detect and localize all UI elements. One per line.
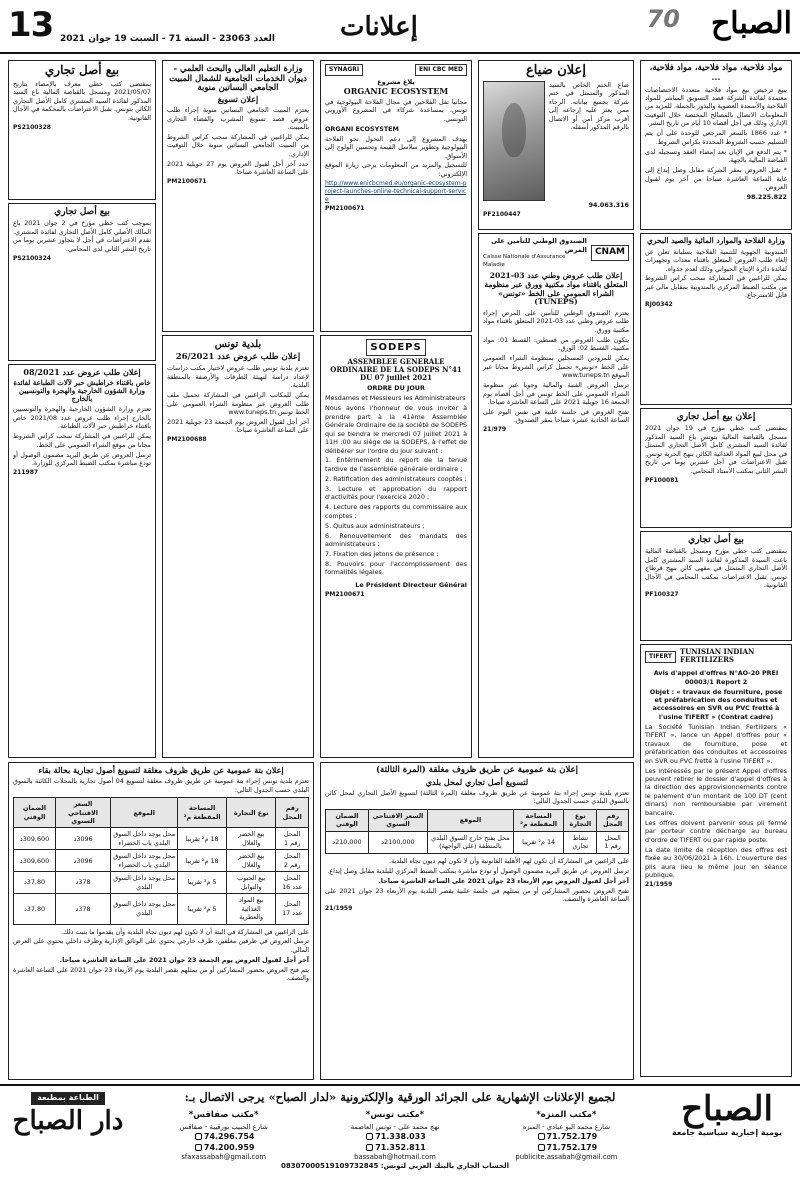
- table-cell: 37,80د: [14, 872, 56, 894]
- fax-number: 74.200.959: [203, 1142, 255, 1152]
- ad-paragraph: Les intéressés par le présent Appel d'offres peuvent retirer le dossier d'appel d'offres à la direction des approvisionnements contre le paiement d'un montant de 100 DT (cent dinars) non remboursable par virement bancaire.: [645, 766, 787, 817]
- ad-paragraph: مجانيا تقل الفلاحين في مجال الفلاحة البيولوجية في تونس، بمساعدة شركاء في المشروع الأوروبي التونسي.: [325, 97, 467, 123]
- ad-label: بلاغ مشروع: [377, 77, 415, 86]
- table-row: [14, 894, 309, 924]
- column-header: الضمان الوقتي: [326, 809, 369, 831]
- logo-name: الصباح: [681, 1089, 773, 1129]
- ad-subtitle: إعلان طلب عروض عدد 26/2021: [175, 351, 301, 362]
- ad-paragraph: ترسل العروض عن طريق البريد مضمون الوصول أو تودع مباشرة بمكتب الضبط المركزي للوزارة.: [13, 450, 151, 468]
- phone-number: 71.338.033: [375, 1132, 426, 1142]
- ad-paragraph: آخر أجل لقبول العروض يوم الجمعة 23 جويلية 2021 على الساعة العاشرة صباحا.: [167, 417, 309, 435]
- office-title: *مكتب المنزه*: [536, 1110, 597, 1120]
- table-cell: بيع الحبوب والتوابل: [226, 872, 275, 894]
- agenda-title: ORDRE DU JOUR: [367, 384, 425, 393]
- ad-phone: 94.063.316: [588, 200, 629, 209]
- offices-row: [140, 1110, 650, 1160]
- agenda-item: 2. Ratification des administrateurs cooptés ;: [325, 474, 467, 483]
- assabah-logo: [662, 1089, 792, 1174]
- column-header: المساحة المقطعة م²: [513, 809, 564, 831]
- ad-ref: 21/1959: [645, 880, 673, 888]
- bank-account: الحساب الجاري بالبنك العربي لتونس: 08307000519109732845: [281, 1162, 509, 1170]
- ad-paragraph: * عدد 1866 بالسعر المرجعي للوحدة على أن يتم التسليم حسب الشروط المحددة بكراس الشروط.: [645, 129, 787, 146]
- agenda-item: 7. Fixation des jetons de présence ;: [325, 549, 439, 558]
- table-cell: 37,80د: [14, 894, 56, 924]
- office-phone: [140, 1132, 307, 1143]
- office-address: نهج محمد علي - تونس العاصمة: [350, 1123, 440, 1132]
- ad-paragraph: يمكن للمكاتب الراغبين في المشاركة تحميل ملف طلب العروض عبر منظومة الشراء العمومي على الخط تونس www.tuneps.tn: [167, 391, 309, 417]
- table-cell: المحل رقم 1: [597, 831, 629, 853]
- ad-paragraph: يتكون طلب العروض من قسطين: القسط 01: مواد مكتبية، القسط 02: الورق.: [483, 335, 630, 353]
- office-tunis: [311, 1110, 478, 1160]
- masthead-name: الصباح: [710, 6, 792, 41]
- ad-ref: PS2100324: [13, 254, 51, 262]
- column-header: رقم المحل: [276, 798, 309, 828]
- table-cell: محل يوجد داخل السوق البلدي باب الخضراء: [111, 850, 178, 872]
- office-title: *مكتب صفاقس*: [188, 1110, 259, 1120]
- ad-ref: RJ00342: [645, 301, 673, 309]
- ad-title: بيع أصل تجاري: [688, 535, 744, 545]
- ad-paragraph: Les offres doivent parvenir sous pli fermé par porteur contre décharge au bureau d'ordre de TIFERT ou par rapide poste.: [645, 818, 787, 844]
- public-auction-ad-right: [320, 762, 634, 1080]
- footer-heading: لجميع الإعلانات الإشهارية على الجرائد الورقية والإلكترونية «لدار الصباح» يرجى الاتصال بـ:: [184, 1090, 616, 1104]
- ad-ref: 21/1959: [325, 904, 353, 912]
- foreign-affairs-tender-ad: [8, 364, 156, 758]
- table-cell: 5 م² تقريبا: [178, 872, 227, 894]
- ad-paragraph: آخر أجل لقبول العروض يوم الأربعاء 23 جوان 2021 على الساعة العاشرة صباحا.: [378, 876, 629, 885]
- ad-subtitle: لتسويغ أصل تجاري لمحل بلدي: [425, 776, 529, 787]
- ad-title: وزارة التعليم العالي والبحث العلمي - ديوان الخدمات الجامعية للشمال المبيت الجامعي البساتين منوبة: [169, 63, 307, 93]
- table-cell: 3096د: [56, 850, 111, 872]
- office-phone: [483, 1132, 650, 1143]
- ad-title: بلدية تونس: [214, 339, 262, 350]
- office-sfax: [140, 1110, 307, 1160]
- tifert-tender-ad: [640, 644, 792, 1077]
- agenda-item: 6. Renouvellement des mandats des administrateurs ;: [325, 531, 467, 549]
- auction-table: [325, 809, 629, 854]
- project-name: ORGANIC ECOSYSTEM: [343, 85, 449, 96]
- ad-paragraph: آخر أجل لقبول العروض يوم الجمعة 23 جوان 2021 على الساعة العاشرة صباحا.: [59, 955, 309, 964]
- ad-phone: 98.225.822: [746, 192, 787, 201]
- agenda-item: 5. Quitus aux administrateurs ;: [325, 521, 425, 530]
- university-housing-ad: [162, 60, 314, 332]
- page-footer: [0, 1084, 800, 1178]
- ad-paragraph: ترسل العروض الفنية والمالية وجوبا عبر منظومة الشراء العمومي على الخط تونس في أجل أقصاه يوم الجمعة 16 جويلية 2021 على الساعة العاشرة صباحا.: [483, 381, 629, 407]
- business-sale-ad-3: [8, 60, 156, 200]
- office-title: *مكتب تونس*: [365, 1110, 425, 1120]
- org-name-fr: Caisse Nationale d'Assurance Maladie: [483, 254, 566, 268]
- ad-title: إعلان بتة عمومية عن طريق ظروف مغلقة (المرة الثالثة): [376, 765, 578, 775]
- office-fax: [140, 1143, 307, 1154]
- ad-intro: تعتزم بلدية تونس إجراء بتة عمومية عن طريق ظروف مغلقة لتسويغ 04 أصول تجارية بالمحلات الكائنة بالسوق البلدي حسب الجدول التالي:: [13, 777, 309, 794]
- notice-title: Avis d'appel d'offres N°AO-20 PREI 00003/1 Report 2: [653, 669, 779, 686]
- fax-icon: [195, 1144, 202, 1151]
- table-cell: 210,000د: [326, 831, 369, 853]
- office-address: شارع الحبيب بورقيبة - صفاقس: [179, 1123, 268, 1132]
- business-sale-ad-4: [8, 203, 156, 361]
- table-cell: بيع الخضر والغلال: [226, 828, 275, 850]
- ad-paragraph: بمقتضى كتب خطي مؤرخ ومسجل بالقباضة المالية باعت السيدة المذكورة لفائدة السيد المشتري كامل الأصل التجاري المتمثل في مقهى كائن بنهج قرطاج تونس. تقبل الاعتراضات بمكتب المحامي في الآجال القانونية.: [645, 547, 787, 590]
- table-cell: 309,600د: [14, 850, 56, 872]
- fax-icon: [538, 1144, 545, 1151]
- masthead-years: 70: [646, 5, 680, 33]
- fax-icon: [366, 1144, 373, 1151]
- agri-materials-ad: [640, 60, 792, 230]
- agri-ministry-ad: [640, 233, 792, 405]
- ad-title: إعلان ضياع: [526, 63, 586, 78]
- ad-paragraph: يمكن للراغبين في المشاركة سحب كراس الشروط مجانا من موقع الشراء العمومي على الخط.: [13, 432, 151, 449]
- table-header-row: [14, 798, 309, 828]
- table-cell: 18 م² تقريبا: [178, 828, 227, 850]
- table-cell: 5 م² تقريبا: [178, 894, 227, 924]
- logo-tagline: يومية إخبارية سياسية جامعة: [672, 1128, 782, 1137]
- phone-icon: [195, 1133, 202, 1140]
- business-sale-ad: [640, 408, 792, 528]
- column-header: الضمان الوقتي: [14, 798, 56, 828]
- ad-paragraph: يعتزم الصندوق الوطني للتأمين على المرض إجراء طلب عروض وطني عدد 03-2021 المتعلق باقتناء مواد مكتبية وورق.: [483, 309, 629, 334]
- ad-paragraph: يعتزم المبيت الجامعي البساتين منوبة إجراء طلب عروض قصد تسويغ المشرب والفضاء التجاري بالمبيت.: [167, 106, 309, 132]
- ad-title: ASSEMBLEE GENERALE ORDINAIRE DE LA SODEPS N°41 DU 07 juillet 2021: [330, 357, 462, 383]
- tifert-logo: TIFERT: [645, 651, 676, 663]
- phone-number: 71.752.179: [546, 1132, 598, 1142]
- project-link[interactable]: http://www.enicbcmed.eu/organic-ecosystem-project-launches-online-technical-support-service: [325, 179, 467, 203]
- ad-ref: PM2100671: [325, 205, 365, 213]
- phone-icon: [366, 1133, 373, 1140]
- ad-paragraph: يمكن للمزودين المسجلين بمنظومة الشراء العمومي على الخط «تونس» تحميل كراس الشروط مجانا عبر الموقع www.tuneps.tn: [483, 354, 629, 380]
- dar-assabah-logo: [8, 1092, 128, 1174]
- ad-title: إعلان طلب عروض عدد 08/2021: [23, 367, 141, 377]
- logo-name: دار الصباح: [12, 1105, 124, 1136]
- column-header: نوع التجارة: [226, 798, 275, 828]
- table-cell: 378د: [56, 894, 111, 924]
- ad-paragraph: للتسجيل والمزيد من المعلومات يرجى زيارة الموقع الإلكتروني:: [325, 161, 467, 178]
- table-cell: محل يوجد داخل السوق البلدي: [111, 872, 178, 894]
- masthead-logo: [642, 4, 792, 48]
- table-cell: محل يفتح خارج السوق البلدي بالمنطقة (على الواجهة): [428, 831, 514, 853]
- ad-ref: 21/979: [483, 426, 507, 434]
- ad-subtitle: إعلان تسويغ: [217, 93, 259, 104]
- ad-title: بيع أصل تجاري: [44, 63, 120, 77]
- ad-intro: تعتزم بلدية تونس إجراء بتة عمومية عن طريق ظروف مغلقة (المرة الثالثة) لتسويغ الأصل التجاري لمحل كائن بالسوق البلدي حسب الجدول التالي:: [325, 788, 629, 806]
- column-header: رقم المحل: [597, 809, 629, 831]
- public-auction-ad-left: [8, 762, 314, 1080]
- ad-paragraph: على الراغبين في المشاركة في البتة أن لا تكون لهم ديون تجاه البلدية وأن يقدموا ما يثبت ذلك.: [61, 927, 309, 936]
- cnam-tender-ad: [478, 233, 634, 758]
- signature: Le Président Directeur Général: [355, 580, 467, 589]
- ad-title: إعلان بتة عمومية عن طريق ظروف مغلقة لتسويغ أصول تجارية بحالة بقاء: [38, 765, 284, 775]
- sodeps-logo: SODEPS: [366, 339, 425, 356]
- ad-paragraph: La date limite de réception des offres est fixée au 30/06/2021 à 16h. L'ouverture des plis aura lieu le même jour en séance publique.: [645, 845, 787, 880]
- column-header: الموقع: [428, 809, 514, 831]
- table-cell: المحل رقم 2: [276, 850, 309, 872]
- table-cell: 3096د: [56, 828, 111, 850]
- table-cell: بيع الخضر والغلال: [226, 850, 275, 872]
- table-cell: 2100,000د: [368, 831, 427, 853]
- office-fax: [311, 1143, 478, 1154]
- office-menzah: [483, 1110, 650, 1160]
- ad-title: إعلان طلب عروض وطني عدد 03-2021 المتعلق باقتناء مواد مكتبية وورق عبر منظومة الشراء العمومي على الخط «تونس» (TUNEPS): [484, 271, 628, 307]
- table-row: [14, 850, 309, 872]
- column-header: السعر الافتتاحي السنوي: [56, 798, 111, 828]
- ad-ref: PF100081: [645, 476, 679, 484]
- agenda-item: 8. Pouvoirs pour l'accomplissement des formalités légales.: [325, 559, 467, 577]
- table-cell: المحل عدد 17: [276, 894, 309, 924]
- table-cell: بيع المواد الغذائية والعطرية: [226, 894, 275, 924]
- table-cell: 309,600د: [14, 828, 56, 850]
- printing-tag: الطباعة بمطبعة: [31, 1092, 105, 1105]
- sodeps-assembly-ad: [320, 335, 472, 758]
- ad-ref: PM2100688: [167, 436, 207, 444]
- column-header: نوع التجارة: [564, 809, 597, 831]
- page-number: 13: [8, 5, 54, 45]
- ad-paragraph: حدد آخر أجل لقبول العروض يوم 27 جويلية 2021 على الساعة العاشرة صباحا.: [167, 159, 309, 177]
- ad-title: مواد فلاحية، مواد فلاحية، مواد فلاحية، ...: [649, 63, 783, 83]
- table-cell: محل يوجد داخل السوق البلدي: [111, 894, 178, 924]
- cnam-logo: CNAM: [591, 245, 629, 261]
- tunis-municipality-tender-ad: [162, 335, 314, 758]
- table-cell: المحل رقم 1: [276, 828, 309, 850]
- table-row: [14, 828, 309, 850]
- office-phone: [311, 1132, 478, 1143]
- ad-ref: PS2100328: [13, 123, 51, 131]
- ad-paragraph: * تقبل العروض بمقر الشركة مقابل وصل إيداع إلى غاية الساعة العاشرة صباحا من آخر يوم لقبول العروض.: [645, 166, 787, 192]
- ad-title: إعلان بيع أصل تجاري: [676, 412, 756, 422]
- ad-ref: PM2100671: [167, 178, 207, 186]
- ad-paragraph: تفتح العروض في جلسة علنية في نفس اليوم على الساعة الحادية عشرة صباحا بمقر الصندوق.: [483, 408, 629, 425]
- organic-ecosystem-ad: [320, 60, 472, 332]
- synagri-logo: SYNAGRI: [325, 64, 363, 76]
- table-cell: 378د: [56, 872, 111, 894]
- loss-notice-ad: [478, 60, 634, 230]
- issue-line: العدد 23063 - السنة 71 - السبت 19 جوان 2021: [60, 34, 275, 44]
- column-header: الموقع: [111, 798, 178, 828]
- ad-paragraph: بمقتضى كتب خطي معرف بالإمضاء بتاريخ 2021/05/07 ومسجل بالقباضة المالية باع السيد المذكور لفائدة السيد المشتري كامل الأصل التجاري الكائن بتونس. تقبل الاعتراضات بالمحكمة في الآجال القانونية.: [13, 79, 151, 122]
- org-name: الصندوق الوطني للتأمين على المرض: [490, 237, 587, 254]
- ad-paragraph: يتم فتح العروض بحضور المشاركين أو من يمثلهم بقصر البلدية يوم الأربعاء 23 جوان 2021 على الساعة العاشرة والنصف.: [13, 965, 309, 983]
- table-header-row: [326, 809, 629, 831]
- ad-ref: PF2100447: [483, 210, 521, 218]
- ad-paragraph: على الراغبين في المشاركة أن تكون لهم الأهلية القانونية وأن لا تكون لهم ديون تجاه البلدية.: [389, 856, 629, 865]
- office-email[interactable]: sfaxassabah@gmail.com: [181, 1153, 267, 1162]
- ad-paragraph: * يتم الدفع في الإبان بعد إمضاء العقد وتسجيله لدى القباضة المالية بالجهة.: [645, 147, 787, 165]
- fax-number: 71.352.811: [375, 1142, 426, 1152]
- ad-title: وزارة الفلاحة والموارد المائية والصيد البحري: [646, 236, 785, 245]
- ad-paragraph: ترسل العروض في ظرفين مغلقين: ظرف خارجي يحتوي على الوثائق الإدارية وظرف داخلي يحتوي على العرض المالي.: [13, 937, 309, 954]
- person-photo: [483, 81, 545, 201]
- auction-table: [13, 797, 309, 924]
- ad-paragraph: يهدف المشروع إلى دعم التحول نحو الفلاحة البيولوجية وتطوير سلاسل القيمة وتحسين الولوج إلى الأسواق.: [325, 134, 467, 160]
- table-cell: المحل عدد 16: [276, 872, 309, 894]
- office-address: شارع محمد البو عبادي - المنزه: [522, 1123, 610, 1132]
- ad-paragraph: ترسل العروض عن طريق البريد مضمون الوصول أو تودع مباشرة بمكتب الضبط المركزي للبلدية مقابل وصل إيداع.: [327, 866, 629, 875]
- ad-ref: PF100327: [645, 591, 679, 599]
- ad-ref: PM2100671: [325, 590, 365, 598]
- phone-number: 74.296.754: [203, 1132, 255, 1142]
- ad-paragraph: المندوبية الجهوية للتنمية الفلاحية بسليانة تعلن عن إلغاء طلب العروض المتعلق باقتناء معدات وتجهيزات لفائدة دائرة الإنتاج الحيواني وذلك لعدم جدواه.: [645, 247, 787, 273]
- business-sale-ad-2: [640, 531, 792, 641]
- notice-subject: Objet : « travaux de fourniture, pose et préfabrication des conduites et accessoires en SVR ou PVC fretté à l'usine TIFERT » (Contrat cadre): [649, 687, 783, 721]
- agenda-item: 3. Lecture et approbation du rapport d'activités pour l'exercice 2020 ;: [325, 484, 467, 502]
- section-title: إعلانات: [340, 12, 418, 42]
- column-header: المساحة المقطعة م²: [178, 798, 227, 828]
- company-name: TUNISIAN INDIAN FERTILIZERS: [679, 647, 755, 665]
- ad-subtitle: خاص باقتناء خراطيش حبر لآلات الطباعة لفائدة وزارة الشؤون الخارجية والهجرة والتونسيين بالخارج: [13, 378, 151, 404]
- eni-cbc-logo: ENI CBC MED: [415, 64, 467, 76]
- table-cell: محل يوجد داخل السوق البلدي باب الخضراء: [111, 828, 178, 850]
- table-cell: نشاط تجاري: [564, 831, 597, 853]
- ad-paragraph: La Société Tunisian Indian Fertilizers « TIFERT », lance un Appel d'offres pour « travaux de fourniture, pose et préfabrication des conduites et accessoires en SVR ou PVC fretté à l'usine TIFERT ».: [645, 722, 787, 765]
- ad-paragraph: يمكن للراغبين في المشاركة سحب كراس الشروط من المبيت الجامعي البساتين منوبة خلال التوقيت الإداري.: [167, 133, 309, 158]
- office-email[interactable]: publicite.assabah@gmail.com: [515, 1153, 618, 1162]
- ad-ref: 211987: [13, 469, 39, 476]
- agenda-item: 4. Lecture des rapports du commissaire aux comptes ;: [325, 503, 467, 520]
- table-row: [326, 831, 629, 853]
- ad-paragraph: تعتزم وزارة الشؤون الخارجية والهجرة والتونسيين بالخارج إجراء طلب عروض عدد 2021/08 خاص باقتناء خراطيش حبر لآلات الطباعة.: [13, 405, 152, 431]
- ad-paragraph: ضاع الختم الخاص بالسيد المذكور والمتمثل في ختم شركة بجميع بياناته. الرجاء ممن يعثر عليه إرجاعه إلى أقرب مركز أمن أو الاتصال بالرقم المذكور أسفله.: [549, 80, 629, 132]
- table-row: [14, 872, 309, 894]
- ad-paragraph: تعتزم بلدية تونس طلب عروض لاختيار مكتب دراسات لإعداد دراسة لتهيئة الطرقات والأرصفة بالمنطقة البلدية.: [167, 364, 309, 390]
- office-fax: [483, 1143, 650, 1154]
- ad-title: بيع أصل تجاري: [54, 207, 110, 217]
- ad-paragraph: Nous avons l'honneur de vous inviter à prendre part à la 41ème Assemblée Générale Ordinaire de la société de SODEPS qui se tiendra le mercredi 07 juillet 2021 à 11H :00 au siège de la SODEPS, à l'effet de délibérer sur l'ordre du jour suivant :: [325, 404, 467, 455]
- ad-paragraph: Mesdames et Messieurs les Administrateurs: [325, 394, 466, 403]
- table-cell: 14 م² تقريبا: [513, 831, 564, 853]
- ad-paragraph: بموجب كتب خطي مؤرخ في 2 جوان 2021 باع المالك الأصلي كامل الأصل التجاري لفائدة المشتري. تقدم الاعتراضات في أجل لا يتجاوز عشرين يوما من تاريخ النشر الثاني لدى المحامي.: [13, 219, 151, 253]
- column-header: السعر الافتتاحي السنوي: [368, 809, 427, 831]
- table-cell: 18 م² تقريبا: [178, 850, 227, 872]
- ad-paragraph: بمقتضى كتب خطي مؤرخ في 19 جوان 2021 مسجل بالقباضة المالية بتونس باع السيد المذكور لفائدة السيد المشتري كامل الأصل التجاري المتمثل في محل لبيع المواد الغذائية الكائن بنهج الحرية تونس. تقبل الاعتراضات في أجل عشرين يوما من تاريخ النشر الثاني بمكتب الأستاذ المحامي.: [645, 424, 787, 475]
- page-header: [0, 0, 800, 54]
- office-email[interactable]: bassabah@hotmail.com: [354, 1153, 436, 1162]
- fax-number: 71.752.179: [546, 1142, 598, 1152]
- agenda-item: 1. Entérinement du report de la tenue tardive de l'assemblée générale ordinaire ;: [325, 456, 467, 473]
- ad-paragraph: يمكن للراغبين في المشاركة سحب كراس الشروط من مكتب الضبط المركزي بالمندوبية بمقابل مالي غير قابل للاسترجاع.: [645, 274, 787, 300]
- ad-paragraph: تفتح العروض بحضور المشاركين أو من يمثلهم في جلسة علنية بقصر البلدية يوم الأربعاء 23 جوان 2021 على الساعة العاشرة والنصف.: [325, 886, 629, 903]
- project-name-2: ORGANI ECOSYSTEM: [325, 124, 399, 133]
- phone-icon: [538, 1133, 545, 1140]
- ad-paragraph: يبيع ترخيص بيع مواد فلاحية متعددة الاختصاصات معتمدة لفائدة الشركة قصد التسويق المباشر للمواد الفلاحية والأسمدة العضوية والبذور بالجملة. للمزيد من المعلومات الاتصال بالمصالح المختصة خلال التوقيت الإداري وذلك في أجل أقصاه 10 أيام من تاريخ النشر.: [645, 85, 787, 128]
